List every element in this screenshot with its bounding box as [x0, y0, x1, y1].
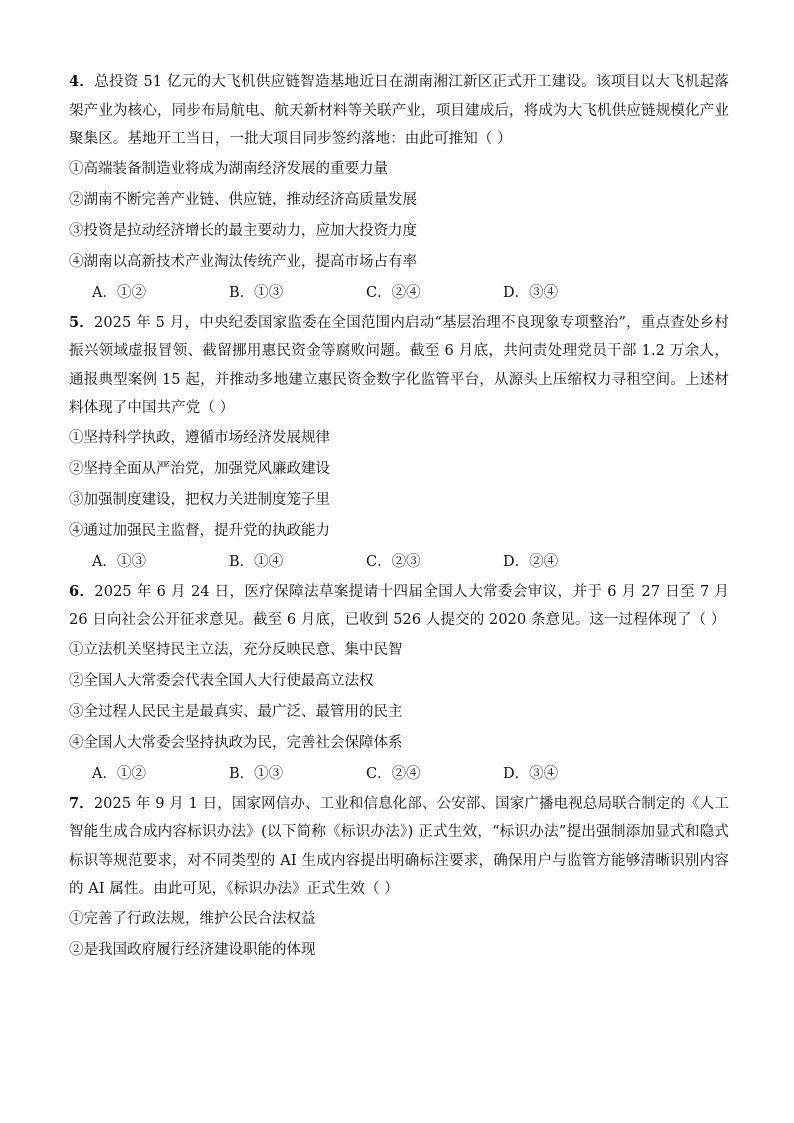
choice-b: B．①③: [229, 765, 284, 782]
choice-d: D．②④: [503, 553, 559, 570]
option-2: ②坚持全面从严治党，加强党风廉政建设: [69, 460, 330, 477]
answer-choices: [69, 547, 729, 578]
option-1: ①完善了行政法规，维护公民合法权益: [69, 910, 316, 927]
question-stem: [69, 578, 729, 635]
choice-a: A．①③: [92, 553, 146, 570]
option-4: ④通过加强民主监督，提升党的执政能力: [69, 522, 330, 539]
question-stem: [69, 790, 729, 904]
question-number: 6．: [69, 582, 95, 600]
question-stem: [69, 309, 729, 423]
option-2: ②湖南不断完善产业链、供应链，推动经济高质量发展: [69, 191, 417, 208]
answer-choices: [69, 759, 729, 790]
question-list: [69, 68, 729, 966]
choice-a: A．①②: [92, 284, 146, 301]
question-text: 2025 年 5 月，中央纪委国家监委在全国范围内启动“基层治理不良现象专项整治”，重点查处乡村振兴领域虚报冒领、截留挪用惠民资金等腐败问题。截至 6 月底，共问责处理党员干部 1.2 万余人，通报典型案例 15 起，并推动多地建立惠民资金数字化监管平台，从源头上压缩权力寻租空间。上述材料体现了中国共产党（ ）: [69, 314, 729, 416]
option-1: ①高端装备制造业将成为湖南经济发展的重要力量: [69, 160, 388, 177]
choice-b: B．①④: [229, 553, 284, 570]
question-stem: [69, 68, 729, 154]
choice-b: B．①③: [229, 284, 284, 301]
option-4: ④湖南以高新技术产业淘汰传统产业，提高市场占有率: [69, 253, 417, 270]
question-text: 总投资 51 亿元的大飞机供应链智造基地近日在湖南湘江新区正式开工建设。该项目以大飞机起落架产业为核心，同步布局航电、航天新材料等关联产业，项目建成后，将成为大飞机供应链规模化产业聚集区。基地开工当日，一批大项目同步签约落地：由此可推知（ ）: [69, 74, 729, 147]
question-6: [69, 578, 729, 790]
question-text: 2025 年 6 月 24 日，医疗保障法草案提请十四届全国人大常委会审议，并于 6 月 27 日至 7 月 26 日向社会公开征求意见。截至 6 月底，已收到 526 人提交的 2020 条意见。这一过程体现了（ ）: [69, 583, 730, 628]
question-4: [69, 68, 729, 309]
option-1: ①坚持科学执政，遵循市场经济发展规律: [69, 429, 330, 446]
choice-c: C．②③: [366, 553, 421, 570]
answer-choices: [69, 278, 729, 309]
question-number: 5．: [69, 313, 94, 331]
option-2: ②是我国政府履行经济建设职能的体现: [69, 941, 316, 958]
option-3: ③投资是拉动经济增长的最主要动力，应加大投资力度: [69, 222, 417, 239]
choice-a: A．①②: [92, 765, 146, 782]
option-2: ②全国人大常委会代表全国人大行使最高立法权: [69, 672, 374, 689]
choice-c: C．②④: [366, 765, 421, 782]
choice-d: D．③④: [503, 765, 559, 782]
option-4: ④全国人大常委会坚持执政为民，完善社会保障体系: [69, 734, 403, 751]
question-number: 7．: [69, 794, 94, 812]
option-1: ①立法机关坚持民主立法，充分反映民意、集中民智: [69, 641, 403, 658]
option-3: ③全过程人民民主是最真实、最广泛、最管用的民主: [69, 703, 403, 720]
question-number: 4．: [69, 73, 95, 90]
question-7: [69, 790, 729, 966]
option-3: ③加强制度建设，把权力关进制度笼子里: [69, 491, 330, 508]
choice-c: C．②④: [366, 284, 421, 301]
question-text: 2025 年 9 月 1 日，国家网信办、工业和信息化部、公安部、国家广播电视总局联合制定的《人工智能生成合成内容标识办法》(以下简称《标识办法》) 正式生效，“标识办法”提出强制添加显式和隐式标识等规范要求，对不同类型的 AI 生成内容提出明确标注要求，确保用户与监管方能够清晰识别内容的 AI 属性。由此可见，《标识办法》正式生效（ ）: [69, 795, 730, 897]
choice-d: D．③④: [503, 284, 559, 301]
question-5: [69, 309, 729, 578]
